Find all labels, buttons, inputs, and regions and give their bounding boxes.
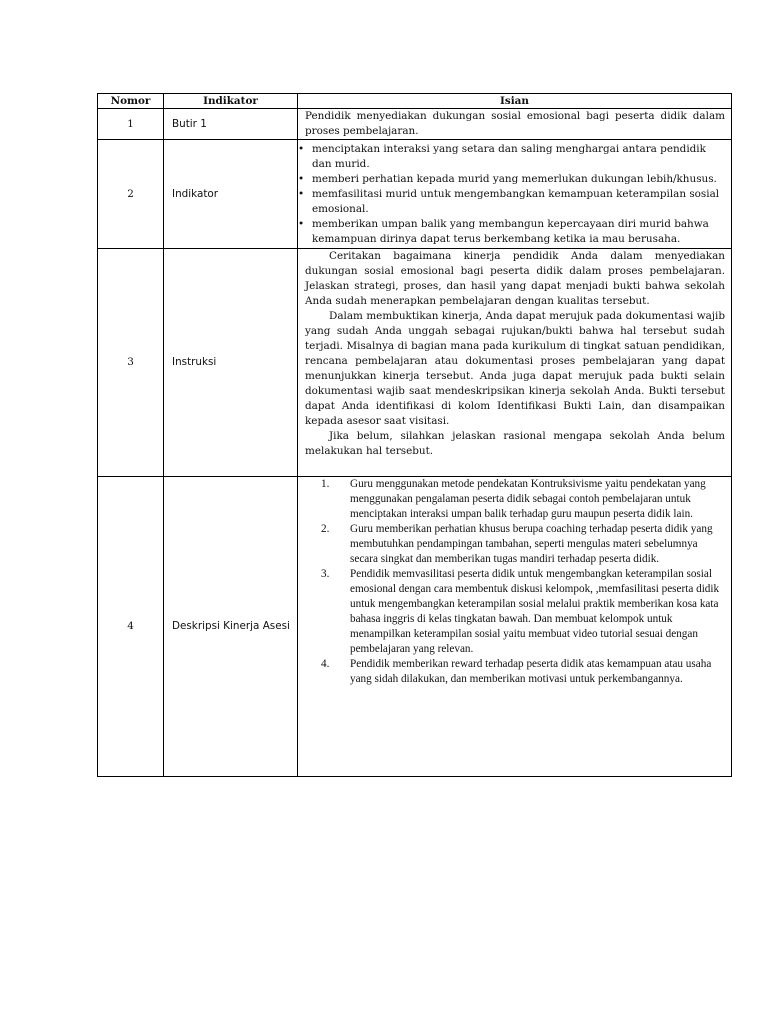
list-number: 3. [321, 568, 330, 580]
row-indicator: Deskripsi Kinerja Asesi [164, 477, 298, 777]
row-content [298, 249, 732, 477]
table-row [98, 109, 732, 140]
row-content [298, 477, 732, 777]
header-indikator: Indikator [164, 94, 298, 109]
row-content: Pendidik menyediakan dukungan sosial emosional bagi peserta didik dalam proses pembelajaran. [298, 109, 732, 140]
list-item: • menciptakan interaksi yang setara dan saling menghargai antara pendidik dan murid. [298, 142, 725, 172]
list-text: Guru menggunakan metode pendekatan Kontruksivisme yaitu pendekatan yang menggunakan pengalaman peserta didik sebagai contoh pembelajaran untuk menciptakan interaksi umpan balik terhadap guru maupun peserta didik lain. [350, 478, 706, 520]
list-item [321, 657, 725, 687]
table-row [98, 477, 732, 777]
row-indicator: Indikator [164, 140, 298, 249]
row-indicator: Butir 1 [164, 109, 298, 140]
instruction-paragraph: Dalam membuktikan kinerja, Anda dapat merujuk pada dokumentasi wajib yang sudah Anda unggah sebagai rujukan/bukti bahwa hal tersebut sudah terjadi. Misalnya di bagian mana pada kurikulum di tingkat satuan pendidikan, rencana pembelajaran atau dokumentasi proses pembelajaran yang dapat menunjukkan kinerja tersebut. Anda juga dapat merujuk pada bukti selain dokumentasi wajib saat mendeskripsikan kinerja sekolah Anda. Bukti tersebut dapat Anda identifikasi di kolom Identifikasi Bukti Lain, dan disampaikan kepada asesor saat visitasi. [305, 310, 725, 427]
header-isian: Isian [298, 94, 732, 109]
table-row [98, 140, 732, 249]
list-item [321, 567, 725, 657]
list-number: 1. [321, 478, 330, 490]
row-indicator: Instruksi [164, 249, 298, 477]
list-item: • memberikan umpan balik yang membangun kepercayaan diri murid bahwa kemampuan dirinya dapat terus berkembang ketika ia mau berusaha. [298, 217, 725, 247]
list-text: Pendidik memberikan reward terhadap peserta didik atas kemampuan atau usaha yang sidah dilakukan, dan memberikan motivasi untuk perkembangannya. [350, 658, 712, 685]
list-item: • memfasilitasi murid untuk mengembangkan kemampuan keterampilan sosial emosional. [298, 187, 725, 217]
row-number: 3 [98, 249, 164, 477]
list-number: 2. [321, 523, 330, 535]
indicator-bullet-list [298, 142, 725, 247]
list-item [321, 477, 725, 522]
instruction-paragraph: Ceritakan bagaimana kinerja pendidik Anda dalam menyediakan dukungan sosial emosional bagi peserta didik dalam proses pembelajaran. Jelaskan strategi, proses, dan hasil yang dapat menjadi bukti bahwa sekolah Anda sudah menerapkan pembelajaran dengan kualitas tersebut. [305, 250, 725, 307]
table-header-row [98, 94, 732, 109]
list-text: Guru memberikan perhatian khusus berupa coaching terhadap peserta didik yang membutuhkan pendampingan tambahan, seperti mengulas materi sebelumnya secara singkat dan memberikan tugas mandiri terhadap peserta didik. [350, 523, 713, 565]
row-number: 2 [98, 140, 164, 249]
header-nomor: Nomor [98, 94, 164, 109]
list-item: • memberi perhatian kepada murid yang memerlukan dukungan lebih/khusus. [298, 172, 725, 187]
table-row [98, 249, 732, 477]
list-text: Pendidik memvasilitasi peserta didik untuk mengembangkan keterampilan sosial emosional dengan cara membentuk diskusi kelompok, ,memfasilitasi peserta didik untuk mengembangkan keterampilan sosial melalui praktik memberikan kosa kata bahasa inggris di kelas tingkatan bawah. Dan membuat kelompok untuk menampilkan keterampilan sosial yaitu membuat video tutorial sesuai dengan pembelajaran yang relevan. [350, 568, 720, 655]
row-number: 4 [98, 477, 164, 777]
assessment-table [97, 93, 732, 777]
instruction-paragraph: Jika belum, silahkan jelaskan rasional mengapa sekolah Anda belum melakukan hal tersebut. [305, 430, 725, 457]
row-content [298, 140, 732, 249]
list-number: 4. [321, 658, 330, 670]
row-number: 1 [98, 109, 164, 140]
performance-description-list [305, 477, 725, 687]
list-item [321, 522, 725, 567]
